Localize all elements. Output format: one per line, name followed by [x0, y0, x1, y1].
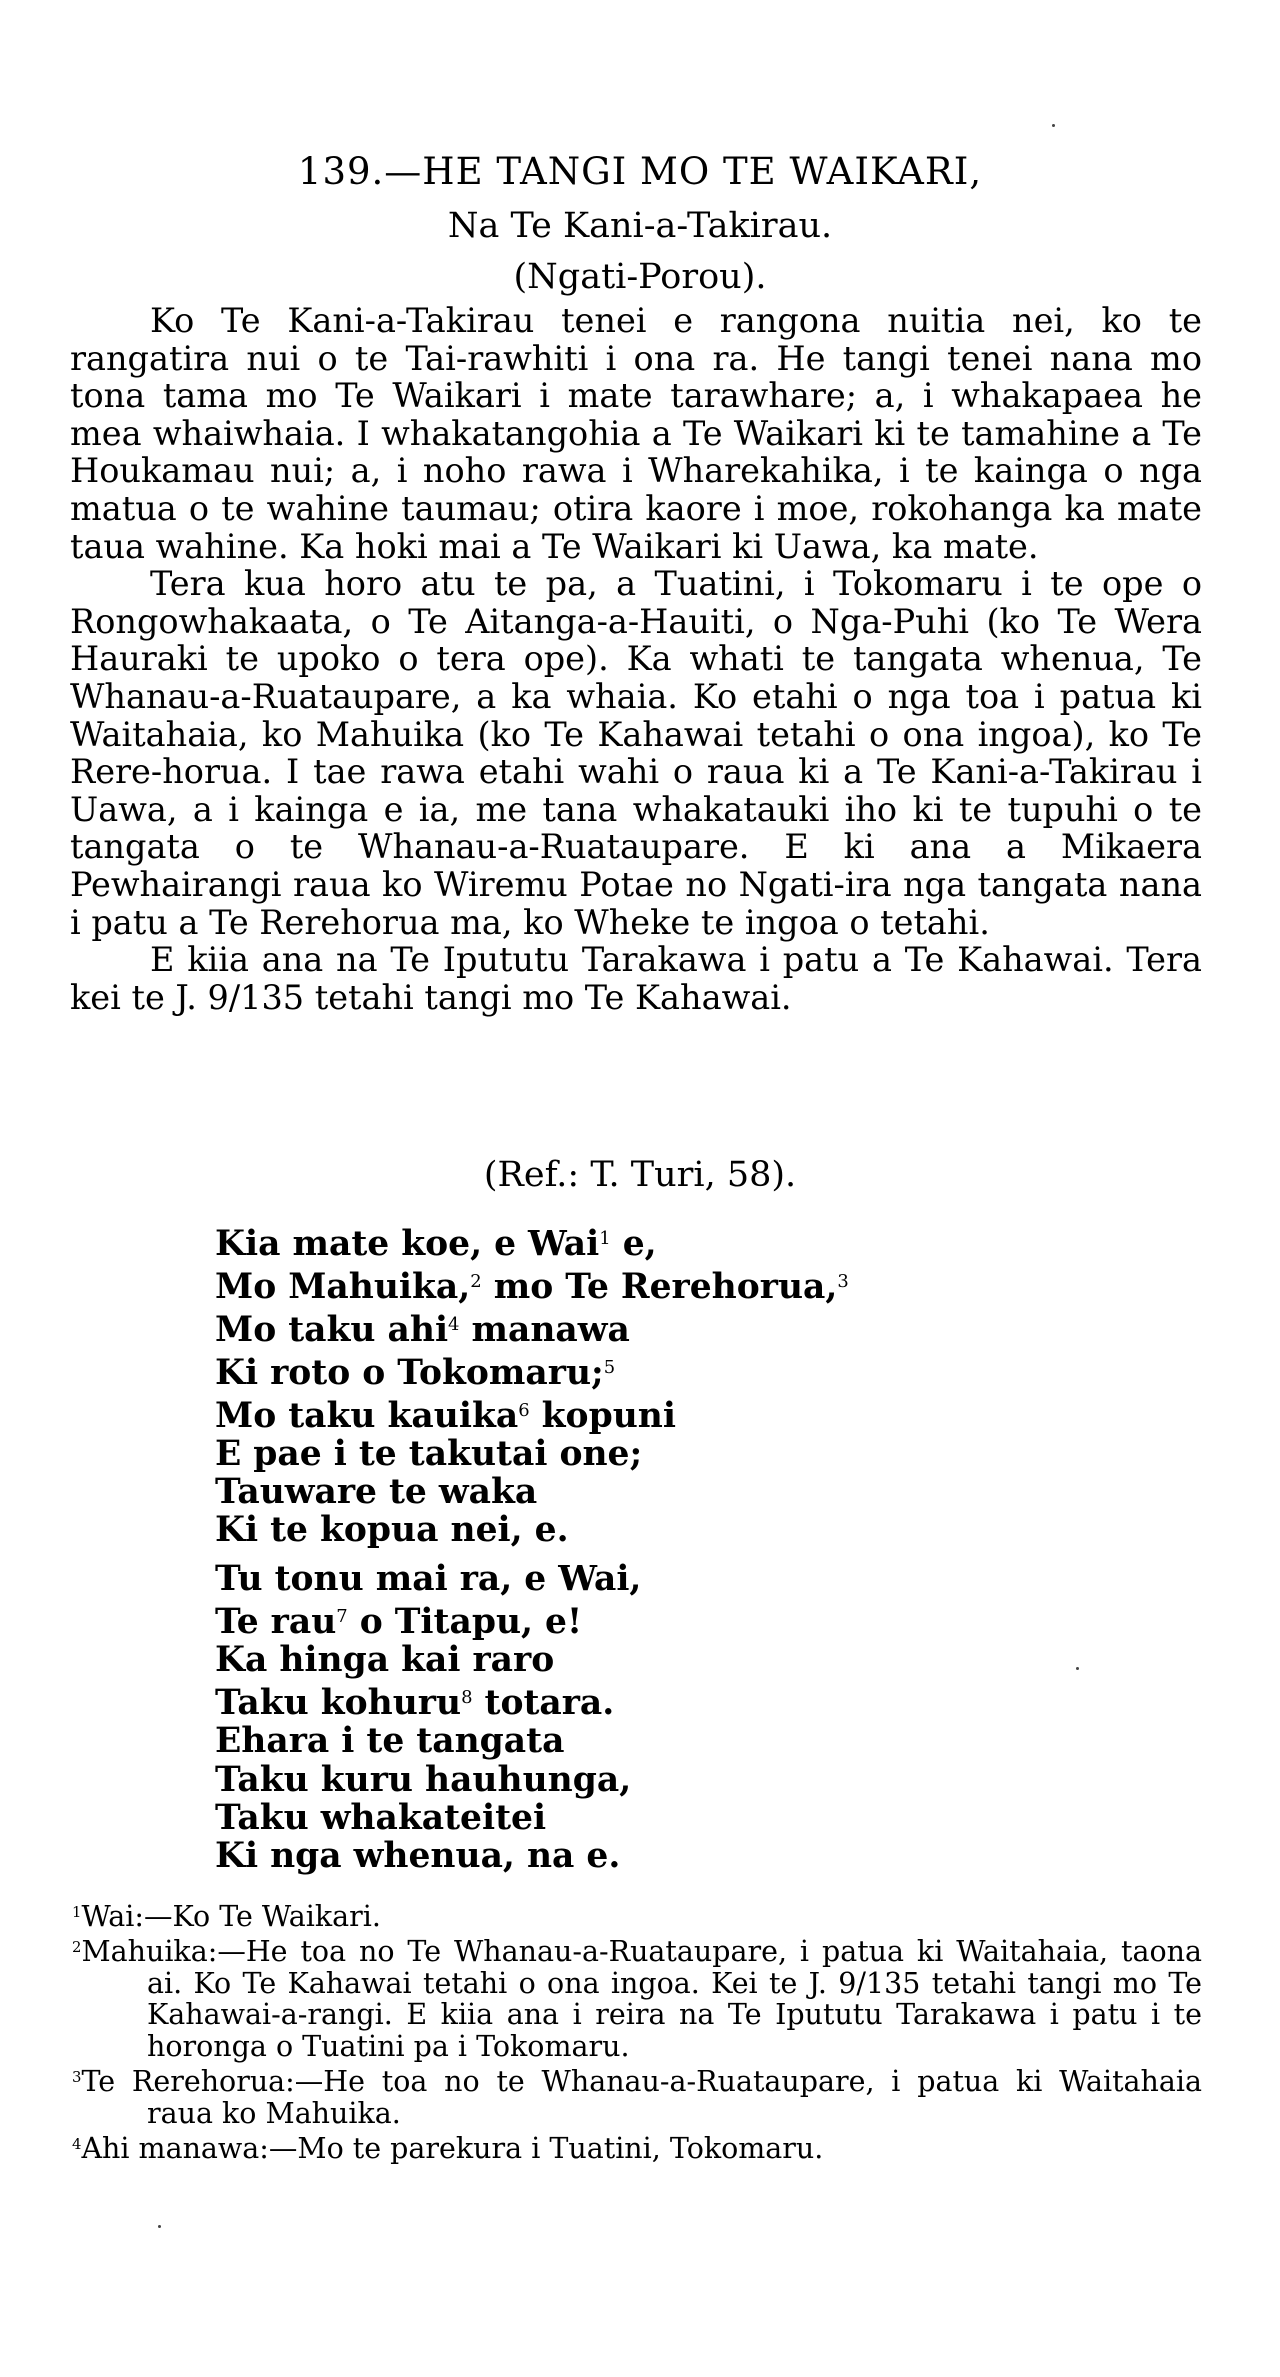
- footnote-body: —He toa no Te Whanau-a-Ruataupare, i patua ki Waitahaia, taona ai. Ko Te Kahawai tetahi o ona ingoa. Kei te J. 9/135 tetahi tangi mo Te Kahawai-a-rangi. E kiia ana i reira na Te Ipututu Tarakawa i patu i te horonga o Tuatini pa i Tokomaru.: [147, 1935, 1202, 2063]
- verse-line: [215, 1263, 849, 1306]
- verse-line: [215, 1560, 641, 1598]
- verse-line: [215, 1473, 849, 1511]
- footnote: [72, 2062, 1202, 2129]
- verse-stanza: [215, 1220, 849, 1549]
- verse-text: Ki te kopua nei, e.: [215, 1510, 569, 1551]
- verse-line: [215, 1761, 641, 1799]
- footnote: [72, 1932, 1202, 2062]
- verse-line: [215, 1511, 849, 1549]
- footnote-term: Ahi manawa:: [81, 2132, 269, 2166]
- verse-text: Ka hinga kai raro: [215, 1640, 555, 1681]
- verse-text: mo Te Rerehorua,: [481, 1266, 838, 1307]
- footnote-body: —He toa no te Whanau-a-Ruataupare, i patua ki Waitahaia raua ko Mahuika.: [147, 2065, 1202, 2130]
- intro-paragraph: Ko Te Kani-a-Takirau tenei e rangona nuitia nei, ko te rangatira nui o te Tai-rawhiti i ona ra. He tangi tenei nana mo tona tama mo Te Waikari i mate tarawhare; a, i whakapaea he mea whaiwhaia. I whakatangohia a Te Waikari ki te tamahine a Te Houkamau nui; a, i noho rawa i Wharekahika, i te kainga o nga matua o te wahine taumau; otira kaore i moe, rokohanga ka mate taua wahine. Ka hoki mai a Te Waikari ki Uawa, ka mate.: [70, 301, 1202, 566]
- verse-text: totara.: [472, 1683, 615, 1724]
- verse-line: [215, 1598, 641, 1641]
- song-title: 139.—HE TANGI MO TE WAIKARI,: [297, 150, 983, 193]
- footnote-marker: 3: [837, 1270, 849, 1292]
- verse-text: Mo taku kauika: [215, 1395, 519, 1436]
- verse-text: Kia mate koe, e Wai: [215, 1223, 600, 1264]
- verse-text: kopuni: [529, 1395, 676, 1436]
- print-speck: [1052, 124, 1055, 127]
- footnote-number: 1: [72, 1904, 82, 1921]
- footnote-marker: 1: [599, 1228, 611, 1249]
- verse-text: Taku kuru hauhunga,: [215, 1759, 632, 1800]
- song-tribe: (Ngati-Porou).: [513, 257, 767, 297]
- footnote-body: —Mo te parekura i Tuatini, Tokomaru.: [268, 2132, 824, 2166]
- footnote-marker: 8: [461, 1687, 473, 1709]
- verse-line: [215, 1392, 849, 1435]
- verse-line: [215, 1722, 641, 1760]
- verse-stanza: [215, 1560, 641, 1875]
- verse-line: [215, 1349, 849, 1392]
- footnote-term: Te Rerehorua:: [81, 2065, 295, 2099]
- song-reference: (Ref.: T. Turi, 58).: [483, 1155, 797, 1195]
- verse-line: [215, 1220, 849, 1263]
- footnote-marker: 2: [470, 1270, 482, 1292]
- verse-text: Ki roto o Tokomaru;: [215, 1352, 604, 1393]
- verse-line: [215, 1435, 849, 1473]
- print-speck: [1076, 1667, 1079, 1670]
- footnote-marker: 7: [336, 1606, 348, 1628]
- footnote-number: 4: [72, 2136, 82, 2154]
- verse-line: [215, 1641, 641, 1679]
- verse-line: [215, 1679, 641, 1722]
- footnote-number: 3: [72, 2069, 82, 2087]
- intro-paragraph: Tera kua horo atu te pa, a Tuatini, i Tokomaru i te ope o Rongowhakaata, o Te Aitanga-a-Hauiti, o Nga-Puhi (ko Te Wera Hauraki te upoko o tera ope). Ka whati te tangata whenua, Te Whanau-a-Ruataupare, a ka whaia. Ko etahi o nga toa i patua ki Waitahaia, ko Mahuika (ko Te Kahawai tetahi o ona ingoa), ko Te Rere-horua. I tae rawa etahi wahi o raua ki a Te Kani-a-Takirau i Uawa, a i kainga e ia, me tana whakatauki iho ki te tupuhi o te tangata o te Whanau-a-Ruataupare. E ki ana a Mikaera Pewhairangi raua ko Wiremu Potae no Ngati-ira nga tangata nana i patu a Te Rerehorua ma, ko Wheke te ingoa o tetahi.: [70, 564, 1202, 942]
- intro-paragraph: E kiia ana na Te Ipututu Tarakawa i patu a Te Kahawai. Tera kei te J. 9/135 tetahi tangi mo Te Kahawai.: [70, 940, 1202, 1017]
- footnote-term: Wai:: [81, 1899, 144, 1933]
- footnote: [72, 1897, 1202, 1932]
- footnote-term: Mahuika:: [81, 1935, 218, 1969]
- verse-text: Mo taku ahi: [215, 1309, 449, 1350]
- verse-text: Mo Mahuika,: [215, 1266, 471, 1307]
- footnote: [72, 2129, 1202, 2164]
- print-speck: [158, 2225, 161, 2228]
- footnote-body: —Ko Te Waikari.: [143, 1899, 381, 1933]
- verse-text: Taku whakateitei: [215, 1797, 547, 1838]
- footnote-marker: 4: [448, 1313, 460, 1335]
- verse-text: Ki nga whenua, na e.: [215, 1835, 621, 1876]
- verse-text: manawa: [459, 1309, 630, 1350]
- footnote-marker: 5: [603, 1356, 616, 1378]
- verse-line: [215, 1799, 641, 1837]
- verse-text: e,: [610, 1223, 657, 1264]
- verse-text: Ehara i te tangata: [215, 1721, 565, 1762]
- verse-text: Te rau: [215, 1601, 337, 1642]
- verse-text: Tauware te waka: [215, 1471, 538, 1512]
- verse-text: E pae i te takutai one;: [215, 1433, 643, 1474]
- song-author: Na Te Kani-a-Takirau.: [447, 206, 833, 246]
- intro-text: [70, 302, 1202, 1016]
- verse-line: [215, 1837, 641, 1875]
- footnote-number: 2: [72, 1939, 82, 1957]
- verse-line: [215, 1306, 849, 1349]
- verse-text: Tu tonu mai ra, e Wai,: [215, 1559, 642, 1599]
- verse-text: Taku kohuru: [215, 1683, 462, 1724]
- footnotes: [72, 1897, 1202, 2165]
- footnote-marker: 6: [518, 1399, 530, 1421]
- verse-text: o Titapu, e!: [347, 1601, 583, 1642]
